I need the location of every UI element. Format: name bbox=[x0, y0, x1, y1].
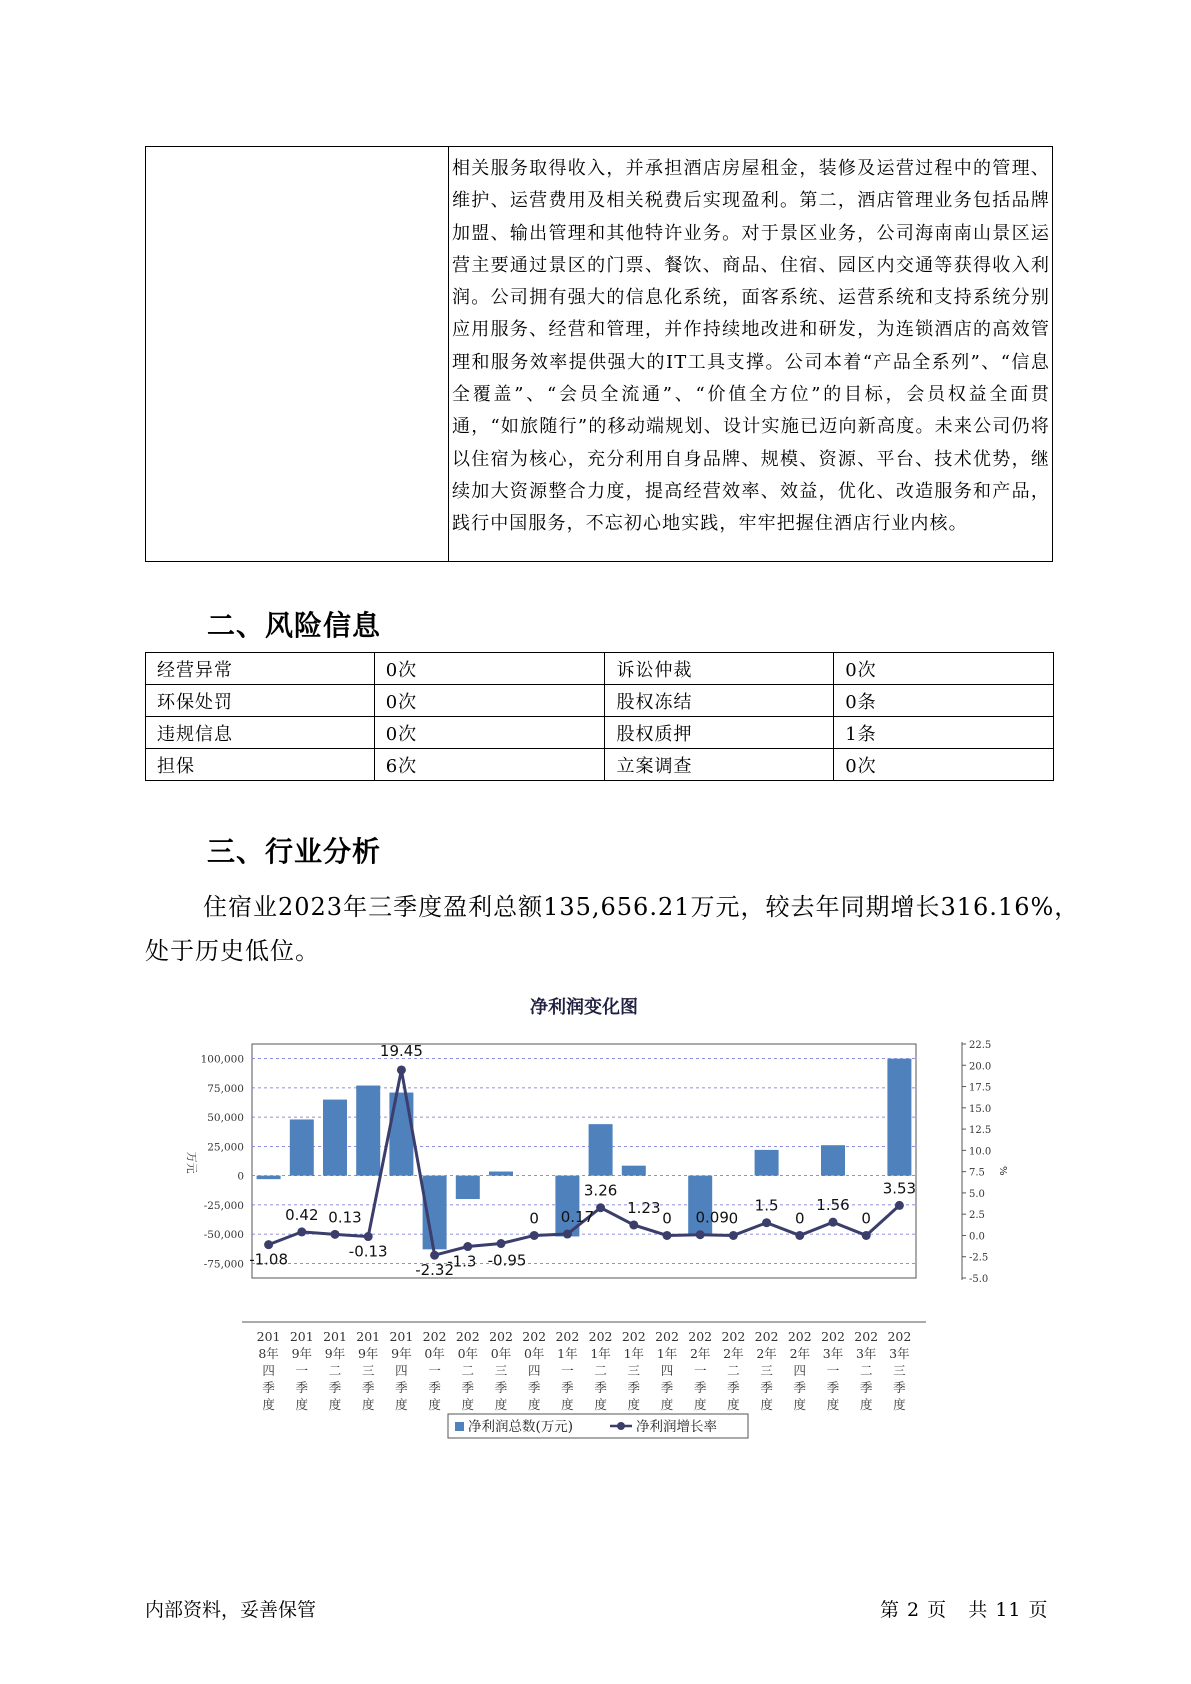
x-tick-label: 季 bbox=[262, 1380, 275, 1395]
risk-cell-value1: 0次 bbox=[374, 717, 605, 749]
y-tick-label: -75,000 bbox=[203, 1258, 244, 1271]
x-tick-label: 度 bbox=[793, 1397, 807, 1412]
growth-rate-point bbox=[430, 1251, 439, 1260]
growth-rate-data-label: 0.42 bbox=[285, 1205, 319, 1224]
x-tick-label: 一 bbox=[428, 1363, 441, 1378]
bar bbox=[755, 1150, 779, 1176]
growth-rate-data-label: 1.56 bbox=[816, 1196, 850, 1215]
x-tick-label: 四 bbox=[395, 1363, 408, 1378]
y-tick-label: 0 bbox=[237, 1170, 244, 1183]
x-tick-label: 一 bbox=[295, 1363, 309, 1378]
x-tick-label: 度 bbox=[727, 1397, 740, 1412]
y-tick-label: 100,000 bbox=[200, 1053, 244, 1066]
x-tick-label: 季 bbox=[859, 1380, 873, 1395]
risk-row bbox=[146, 653, 1054, 685]
x-tick-label: 度 bbox=[262, 1397, 275, 1412]
bar bbox=[290, 1119, 314, 1175]
risk-cell-label2: 股权冻结 bbox=[605, 685, 834, 717]
x-tick-label: 三 bbox=[893, 1363, 906, 1378]
growth-rate-point bbox=[829, 1218, 838, 1227]
x-tick-label: 季 bbox=[527, 1380, 541, 1395]
bar bbox=[589, 1124, 613, 1175]
industry-paragraph-text: 住宿业2023年三季度盈利总额135,656.21万元，较去年同期增长316.16%，处于历史低位。 bbox=[145, 893, 1080, 965]
x-tick-label: 度 bbox=[428, 1397, 441, 1412]
x-tick-label: 202 bbox=[422, 1329, 447, 1344]
x-tick-label: 四 bbox=[793, 1363, 807, 1378]
risk-cell-value2: 0次 bbox=[834, 749, 1054, 781]
x-tick-label: 0年 bbox=[424, 1346, 445, 1361]
y-axis-label: 万元 bbox=[185, 1151, 198, 1174]
x-tick-label: 季 bbox=[594, 1380, 607, 1395]
legend-line-marker bbox=[617, 1422, 625, 1430]
x-tick-label: 度 bbox=[494, 1397, 508, 1412]
x-tick-label: 度 bbox=[527, 1397, 541, 1412]
x-tick-label: 季 bbox=[428, 1380, 441, 1395]
x-tick-label: 202 bbox=[754, 1329, 779, 1344]
growth-rate-data-label: 0.09 bbox=[695, 1208, 729, 1227]
x-tick-label: 季 bbox=[660, 1380, 674, 1395]
x-tick-label: 度 bbox=[295, 1397, 309, 1412]
risk-cell-label2: 立案调查 bbox=[605, 749, 834, 781]
risk-cell-value2: 0次 bbox=[834, 653, 1054, 685]
risk-row bbox=[146, 717, 1054, 749]
growth-rate-data-label: 3.53 bbox=[882, 1179, 917, 1198]
x-tick-label: 季 bbox=[760, 1380, 773, 1395]
y2-tick-label: 22.5 bbox=[969, 1040, 992, 1051]
growth-rate-data-label: 1.5 bbox=[754, 1196, 779, 1215]
x-tick-label: 二 bbox=[594, 1363, 607, 1378]
footer-page-number: 第 2 页 共 11 页 bbox=[880, 1599, 1049, 1621]
x-tick-label: 202 bbox=[821, 1329, 845, 1344]
chart-title: 净利润变化图 bbox=[530, 997, 638, 1018]
bar bbox=[887, 1059, 911, 1176]
x-tick-label: 季 bbox=[561, 1380, 574, 1395]
x-tick-label: 度 bbox=[660, 1397, 674, 1412]
bar bbox=[622, 1166, 646, 1176]
industry-paragraph bbox=[145, 885, 1080, 973]
y2-tick-label: 17.5 bbox=[969, 1082, 992, 1094]
x-tick-label: 度 bbox=[627, 1397, 641, 1412]
x-tick-label: 二 bbox=[461, 1363, 475, 1378]
x-tick-label: 四 bbox=[660, 1363, 674, 1378]
growth-rate-point bbox=[596, 1203, 605, 1212]
y-tick-label: -25,000 bbox=[203, 1199, 244, 1212]
x-tick-label: 度 bbox=[594, 1397, 607, 1412]
bar bbox=[456, 1176, 480, 1199]
bar bbox=[257, 1176, 281, 1180]
bar bbox=[489, 1172, 513, 1176]
x-tick-label: 202 bbox=[688, 1329, 713, 1344]
growth-rate-data-label: 0 bbox=[662, 1209, 672, 1228]
y2-tick-label: 15.0 bbox=[969, 1103, 992, 1115]
footer-confidential: 内部资料，妥善保管 bbox=[145, 1599, 317, 1621]
growth-rate-point bbox=[696, 1230, 705, 1239]
y-tick-label: -50,000 bbox=[203, 1229, 244, 1242]
growth-rate-data-label: -1.08 bbox=[249, 1250, 289, 1269]
growth-rate-point bbox=[497, 1239, 506, 1248]
x-tick-label: 季 bbox=[461, 1380, 475, 1395]
growth-rate-point bbox=[795, 1231, 804, 1240]
risk-section-title: 二、风险信息 bbox=[207, 609, 382, 642]
x-tick-label: 201 bbox=[389, 1329, 414, 1344]
growth-rate-data-label: 19.45 bbox=[379, 1041, 423, 1060]
x-tick-label: 三 bbox=[494, 1363, 508, 1378]
x-tick-label: 季 bbox=[727, 1380, 740, 1395]
growth-rate-data-label: -0.13 bbox=[348, 1242, 388, 1261]
x-tick-label: 2年 bbox=[723, 1346, 744, 1361]
y2-tick-label: 20.0 bbox=[969, 1061, 992, 1073]
x-tick-label: 季 bbox=[693, 1380, 707, 1395]
growth-rate-data-label: 0 bbox=[728, 1209, 739, 1228]
x-tick-label: 季 bbox=[361, 1380, 375, 1395]
risk-cell-value1: 0次 bbox=[374, 653, 605, 685]
x-tick-label: 201 bbox=[289, 1329, 314, 1344]
growth-rate-point bbox=[364, 1232, 373, 1241]
x-tick-label: 202 bbox=[489, 1329, 513, 1344]
x-tick-label: 二 bbox=[328, 1363, 342, 1378]
x-tick-label: 度 bbox=[760, 1397, 773, 1412]
intro-table bbox=[145, 146, 1053, 562]
intro-label-cell bbox=[146, 147, 449, 561]
growth-rate-data-label: 0.17 bbox=[560, 1208, 595, 1227]
x-tick-label: 二 bbox=[727, 1363, 740, 1378]
bar bbox=[821, 1145, 845, 1175]
x-tick-label: 度 bbox=[893, 1397, 906, 1412]
industry-section-title: 三、行业分析 bbox=[207, 835, 382, 868]
growth-rate-data-label: 0.13 bbox=[328, 1208, 362, 1227]
x-tick-label: 202 bbox=[621, 1329, 646, 1344]
legend-line-label: 净利润增长率 bbox=[636, 1419, 717, 1435]
x-tick-label: 度 bbox=[328, 1397, 342, 1412]
x-tick-label: 二 bbox=[859, 1363, 873, 1378]
y2-tick-label: 0.0 bbox=[969, 1231, 985, 1243]
x-tick-label: 2年 bbox=[789, 1346, 811, 1361]
x-tick-label: 度 bbox=[826, 1397, 840, 1412]
x-tick-label: 202 bbox=[787, 1329, 812, 1344]
y2-tick-label: 10.0 bbox=[969, 1146, 992, 1158]
x-tick-label: 度 bbox=[859, 1397, 873, 1412]
x-tick-label: 四 bbox=[527, 1363, 541, 1378]
risk-cell-label1: 环保处罚 bbox=[146, 685, 375, 717]
x-tick-label: 2年 bbox=[689, 1346, 711, 1361]
growth-rate-data-label: -0.95 bbox=[487, 1251, 527, 1270]
growth-rate-point bbox=[762, 1218, 771, 1227]
x-tick-label: 度 bbox=[461, 1397, 475, 1412]
x-tick-label: 一 bbox=[693, 1363, 707, 1378]
x-tick-label: 季 bbox=[893, 1380, 906, 1395]
x-tick-label: 一 bbox=[826, 1363, 840, 1378]
risk-row bbox=[146, 749, 1054, 781]
growth-rate-data-label: -2.32 bbox=[415, 1261, 455, 1280]
legend-bar-label: 净利润总数(万元) bbox=[468, 1419, 574, 1435]
growth-rate-point bbox=[397, 1065, 406, 1074]
x-tick-label: 度 bbox=[561, 1397, 574, 1412]
x-tick-label: 201 bbox=[256, 1329, 281, 1344]
risk-table bbox=[145, 652, 1054, 781]
growth-rate-data-label: 0 bbox=[529, 1209, 539, 1228]
x-tick-label: 3年 bbox=[889, 1346, 910, 1361]
x-tick-label: 3年 bbox=[822, 1346, 844, 1361]
risk-cell-label1: 经营异常 bbox=[146, 653, 375, 685]
x-tick-label: 一 bbox=[561, 1363, 574, 1378]
x-tick-label: 202 bbox=[721, 1329, 746, 1344]
x-tick-label: 202 bbox=[588, 1329, 613, 1344]
x-tick-label: 0年 bbox=[523, 1346, 545, 1361]
x-tick-label: 季 bbox=[627, 1380, 641, 1395]
x-tick-label: 1年 bbox=[656, 1346, 678, 1361]
risk-cell-value1: 0次 bbox=[374, 685, 605, 717]
y2-tick-label: 7.5 bbox=[969, 1167, 985, 1179]
growth-rate-data-label: 3.26 bbox=[583, 1181, 618, 1200]
growth-rate-data-label: -1.3 bbox=[447, 1252, 477, 1271]
risk-cell-label2: 诉讼仲裁 bbox=[605, 653, 834, 685]
x-tick-label: 202 bbox=[455, 1329, 480, 1344]
x-tick-label: 度 bbox=[693, 1397, 707, 1412]
x-tick-label: 四 bbox=[262, 1363, 275, 1378]
x-tick-label: 3年 bbox=[855, 1346, 877, 1361]
x-tick-label: 三 bbox=[361, 1363, 375, 1378]
growth-rate-point bbox=[862, 1231, 871, 1240]
growth-rate-data-label: 0 bbox=[795, 1209, 805, 1228]
growth-rate-point bbox=[331, 1230, 340, 1239]
legend-bar-swatch bbox=[455, 1422, 464, 1431]
x-tick-label: 201 bbox=[356, 1329, 381, 1344]
x-tick-label: 0年 bbox=[490, 1346, 512, 1361]
x-tick-label: 202 bbox=[555, 1329, 580, 1344]
x-tick-label: 9年 bbox=[391, 1346, 412, 1361]
bar bbox=[356, 1086, 380, 1176]
risk-cell-label1: 违规信息 bbox=[146, 717, 375, 749]
y2-axis-label: % bbox=[997, 1166, 1008, 1176]
growth-rate-point bbox=[629, 1220, 638, 1229]
growth-rate-point bbox=[663, 1231, 672, 1240]
x-tick-label: 9年 bbox=[357, 1346, 379, 1361]
growth-rate-point bbox=[895, 1201, 904, 1210]
intro-text: 相关服务取得收入，并承担酒店房屋租金，装修及运营过程中的管理、维护、运营费用及相关税费后实现盈利。第二，酒店管理业务包括品牌加盟、输出管理和其他特许业务。对于景区业务，公司海南南山景区运营主要通过景区的门票、餐饮、商品、住宿、园区内交通等获得收入利润。公司拥有强大的信息化系统，面客系统、运营系统和支持系统分别应用服务、经营和管理，并作持续地改进和研发，为连锁酒店的高效管理和服务效率提供强大的IT工具支撑。公司本着“产品全系列”、“信息全覆盖”、“会员全流通”、“价值全方位”的目标，会员权益全面贯通，“如旅随行”的移动端规划、设计实施已迈向新高度。未来公司仍将以住宿为核心，充分利用自身品牌、规模、资源、平台、技术优势，继续加大资源整合力度，提高经营效率、效益，优化、改造服务和产品，践行中国服务，不忘初心地实践，牢牢把握住酒店行业内核。 bbox=[452, 158, 1050, 535]
y-tick-label: 75,000 bbox=[207, 1082, 244, 1095]
x-tick-label: 2年 bbox=[756, 1346, 777, 1361]
y2-tick-label: -2.5 bbox=[969, 1252, 989, 1264]
net-profit-chart bbox=[160, 990, 1040, 1450]
risk-cell-label1: 担保 bbox=[146, 749, 375, 781]
x-tick-label: 季 bbox=[793, 1380, 807, 1395]
growth-rate-data-label: 0 bbox=[861, 1209, 871, 1228]
growth-rate-data-label: 1.23 bbox=[627, 1198, 661, 1217]
x-tick-label: 202 bbox=[887, 1329, 912, 1344]
x-tick-label: 三 bbox=[627, 1363, 641, 1378]
x-tick-label: 202 bbox=[522, 1329, 547, 1344]
x-tick-label: 1年 bbox=[557, 1346, 578, 1361]
x-tick-label: 度 bbox=[361, 1397, 375, 1412]
y2-tick-label: 5.0 bbox=[969, 1188, 985, 1200]
x-tick-label: 季 bbox=[295, 1380, 309, 1395]
y2-tick-label: 2.5 bbox=[969, 1210, 985, 1222]
risk-cell-value2: 1条 bbox=[834, 717, 1054, 749]
growth-rate-point bbox=[463, 1242, 472, 1251]
chart-svg bbox=[160, 990, 1040, 1450]
growth-rate-point bbox=[563, 1230, 572, 1239]
x-tick-label: 季 bbox=[494, 1380, 508, 1395]
risk-row bbox=[146, 685, 1054, 717]
x-tick-label: 1年 bbox=[590, 1346, 611, 1361]
growth-rate-point bbox=[530, 1231, 539, 1240]
y2-tick-label: -5.0 bbox=[969, 1274, 989, 1285]
growth-rate-point bbox=[264, 1240, 273, 1249]
x-tick-label: 9年 bbox=[291, 1346, 313, 1361]
bar bbox=[323, 1100, 347, 1176]
risk-cell-label2: 股权质押 bbox=[605, 717, 834, 749]
x-tick-label: 0年 bbox=[457, 1346, 479, 1361]
x-tick-label: 三 bbox=[760, 1363, 773, 1378]
risk-cell-value2: 0条 bbox=[834, 685, 1054, 717]
y-tick-label: 50,000 bbox=[207, 1112, 244, 1125]
y-tick-label: 25,000 bbox=[207, 1141, 244, 1154]
x-tick-label: 9年 bbox=[324, 1346, 346, 1361]
x-tick-label: 202 bbox=[655, 1329, 679, 1344]
x-tick-label: 201 bbox=[323, 1329, 347, 1344]
x-tick-label: 度 bbox=[395, 1397, 408, 1412]
x-tick-label: 季 bbox=[328, 1380, 342, 1395]
risk-cell-value1: 6次 bbox=[374, 749, 605, 781]
x-tick-label: 8年 bbox=[258, 1346, 279, 1361]
y2-tick-label: 12.5 bbox=[969, 1125, 992, 1137]
x-tick-label: 202 bbox=[854, 1329, 879, 1344]
x-tick-label: 季 bbox=[826, 1380, 840, 1395]
x-tick-label: 1年 bbox=[623, 1346, 645, 1361]
growth-rate-point bbox=[729, 1231, 738, 1240]
growth-rate-point bbox=[297, 1227, 306, 1236]
x-tick-label: 季 bbox=[395, 1380, 408, 1395]
